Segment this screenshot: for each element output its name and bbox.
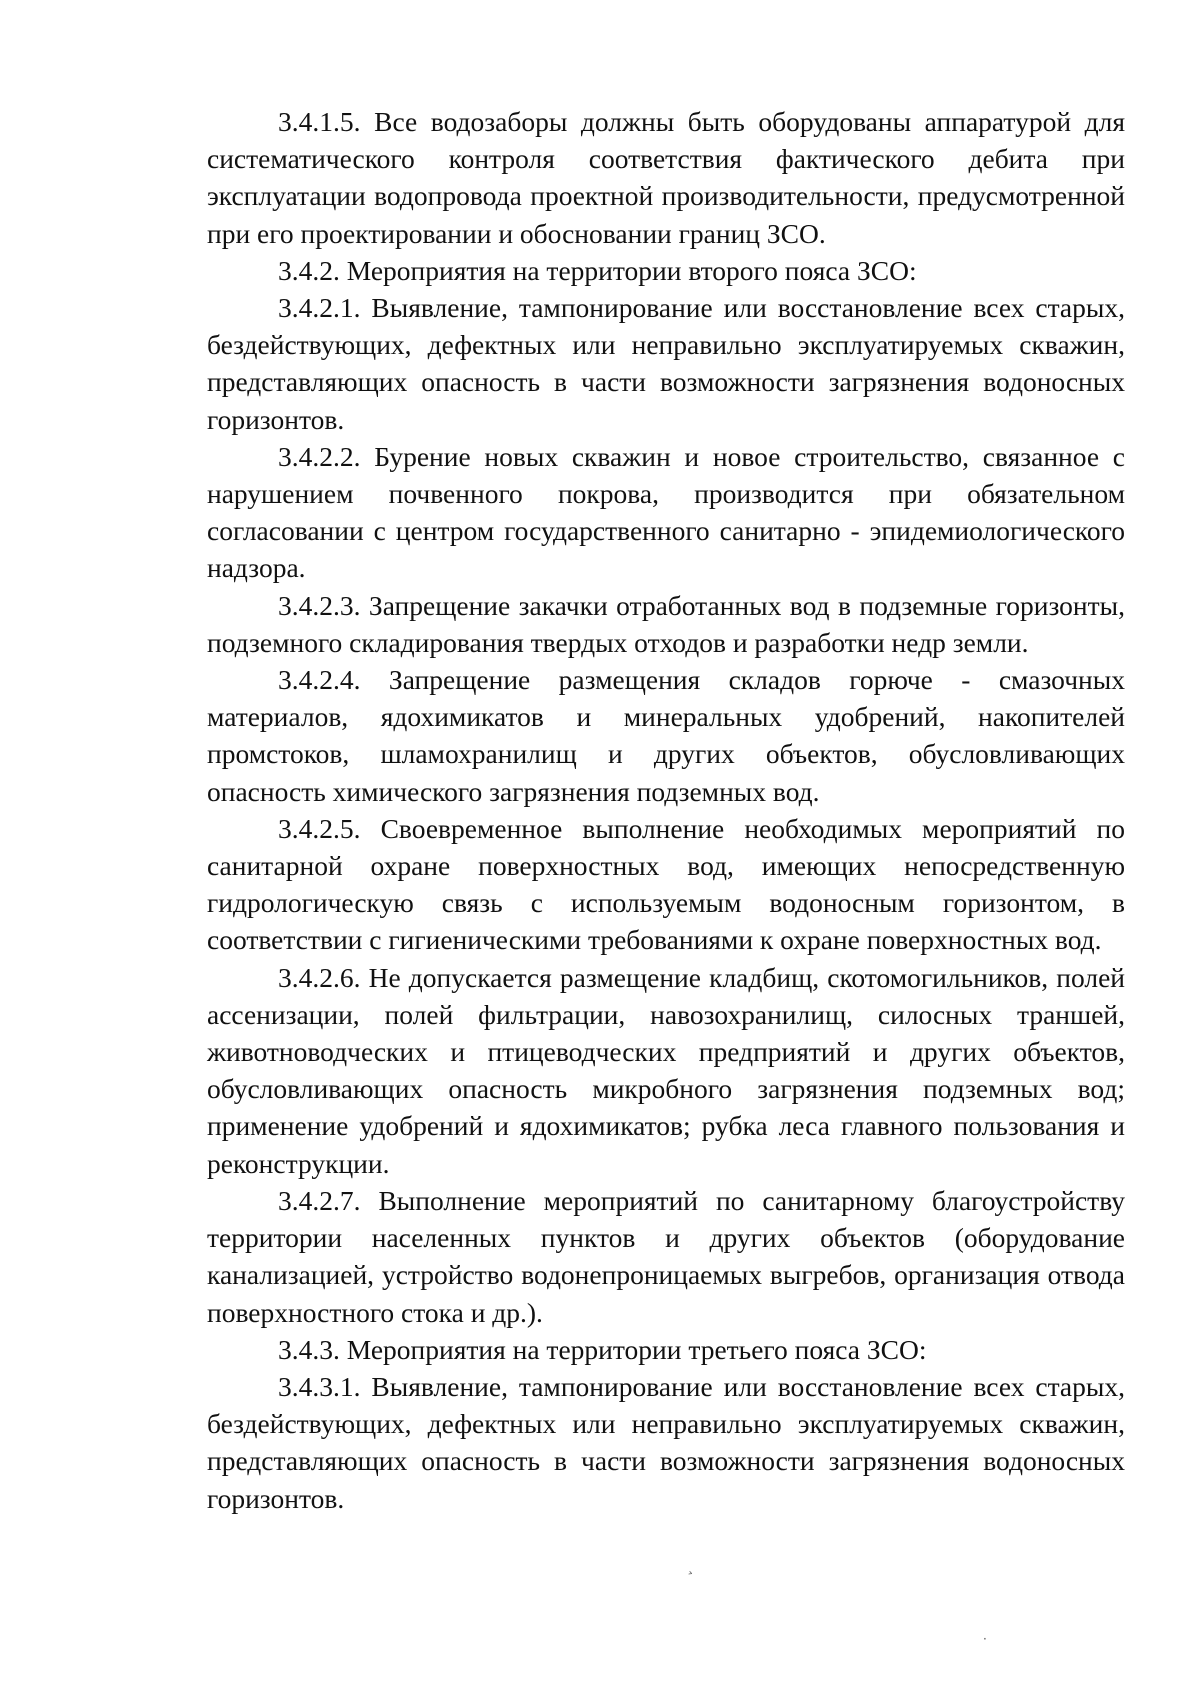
scan-speck-mark: ˃ [683, 1569, 695, 1585]
paragraph-3-4-1-5: 3.4.1.5. Все водозаборы должны быть оборудованы аппаратурой для систематического контроля соответствия фактического дебита при эксплуатации водопровода проектной производительности, предусмотренной при его проектировании и обосновании границ ЗСО. [207, 106, 1125, 249]
paragraph-3-4-2-2: 3.4.2.2. Бурение новых скважин и новое строительство, связанное с нарушением почвенного покрова, производится при обязательном согласовании с центром государственного санитарно - эпидемиологического надзора. [207, 440, 1125, 584]
paragraph-3-4-3-1: 3.4.3.1. Выявление, тампонирование или восстановление всех старых, бездействующих, дефектных или неправильно эксплуатируемых скважин, представляющих опасность в части возможности загрязнения водоносных горизонтов. [207, 1370, 1125, 1514]
section-heading-3-4-3: 3.4.3. Мероприятия на территории третьего пояса ЗСО: [278, 1333, 927, 1365]
paragraph-3-4-2-7: 3.4.2.7. Выполнение мероприятий по санитарному благоустройству территории населенных пунктов и других объектов (оборудование канализацией, устройство водонепроницаемых выгребов, организация отвода поверхностного стока и др.). [207, 1184, 1125, 1328]
document-body [207, 103, 1125, 1517]
paragraph-3-4-2-3: 3.4.2.3. Запрещение закачки отработанных вод в подземные горизонты, подземного складирования твердых отходов и разработки недр земли. [207, 589, 1125, 658]
paragraph-3-4-2-5: 3.4.2.5. Своевременное выполнение необходимых мероприятий по санитарной охране поверхностных вод, имеющих непосредственную гидрологическую связь с используемым водоносным горизонтом, в соответствии с гигиеническими требованиями к охране поверхностных вод. [207, 812, 1125, 956]
scan-dot-mark: · [983, 1632, 987, 1646]
paragraph-3-4-2-6: 3.4.2.6. Не допускается размещение кладбищ, скотомогильников, полей ассенизации, полей фильтрации, навозохранилищ, силосных траншей, животноводческих и птицеводческих предприятий и других объектов, обусловливающих опасность микробного загрязнения подземных вод; применение удобрений и ядохимикатов; рубка леса главного пользования и реконструкции. [207, 961, 1125, 1179]
paragraph-3-4-2-1: 3.4.2.1. Выявление, тампонирование или восстановление всех старых, бездействующих, дефектных или неправильно эксплуатируемых скважин, представляющих опасность в части возможности загрязнения водоносных горизонтов. [207, 292, 1125, 435]
section-heading-3-4-2: 3.4.2. Мероприятия на территории второго пояса ЗСО: [278, 254, 917, 286]
paragraph-3-4-2-4: 3.4.2.4. Запрещение размещения складов горюче - смазочных материалов, ядохимикатов и минеральных удобрений, накопителей промстоков, шламохранилищ и других объектов, обусловливающих опасность химического загрязнения подземных вод. [207, 664, 1125, 807]
